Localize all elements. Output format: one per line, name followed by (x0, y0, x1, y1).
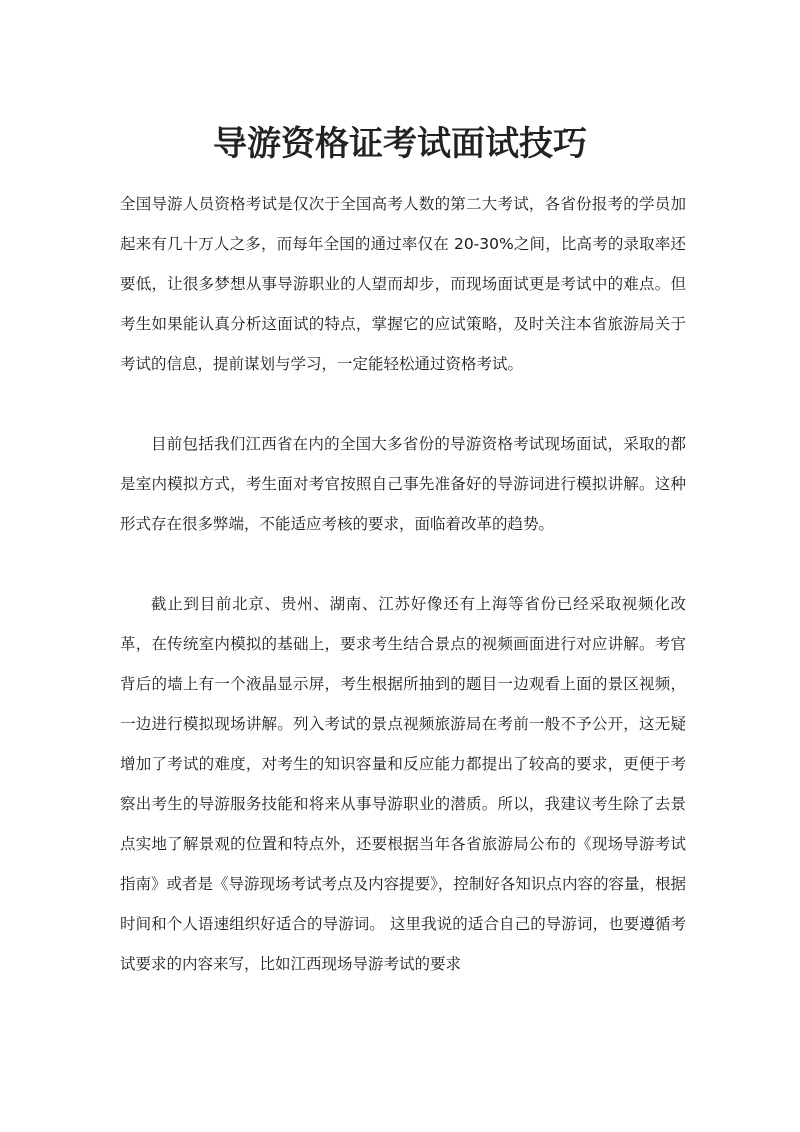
paragraph-current-format: 目前包括我们江西省在内的全国大多省份的导游资格考试现场面试，采取的都是室内模拟方式，考生面对考官按照自己事先准备好的导游词进行模拟讲解。这种形式存在很多弊端，不能适应考核的要求，面临着改革的趋势。 (120, 435, 686, 533)
paragraph-spacer (120, 384, 686, 424)
paragraph-video-reform: 截止到目前北京、贵州、湖南、江苏好像还有上海等省份已经采取视频化改革，在传统室内模拟的基础上，要求考生结合景点的视频画面进行对应讲解。考官背后的墙上有一个液晶显示屏，考生根据所抽到的题目一边观看上面的景区视频，一边进行模拟现场讲解。列入考试的景点视频旅游局在考前一般不予公开，这无疑增加了考试的难度，对考生的知识容量和反应能力都提出了较高的要求，更便于考察出考生的导游服务技能和将来从事导游职业的潜质。所以，我建议考生除了去景点实地了解景观的位置和特点外，还要根据当年各省旅游局公布的《现场导游考试指南》或者是《导游现场考试考点及内容提要》，控制好各知识点内容的容量，根据时间和个人语速组织好适合的导游词。 这里我说的适合自己的导游词，也要遵循考试要求的内容来写，比如江西现场导游考试的要求 (120, 595, 686, 973)
document-title: 导游资格证考试面试技巧 (213, 124, 587, 164)
document-body (120, 184, 686, 984)
paragraph-spacer (120, 544, 686, 584)
paragraph-intro: 全国导游人员资格考试是仅次于全国高考人数的第二大考试，各省份报考的学员加起来有几十万人之多，而每年全国的通过率仅在 20-30%之间，比高考的录取率还要低，让很多梦想从事导游职业的人望而却步，而现场面试更是考试中的难点。但考生如果能认真分析这面试的特点，掌握它的应试策略，及时关注本省旅游局关于考试的信息，提前谋划与学习，一定能轻松通过资格考试。 (120, 195, 686, 373)
